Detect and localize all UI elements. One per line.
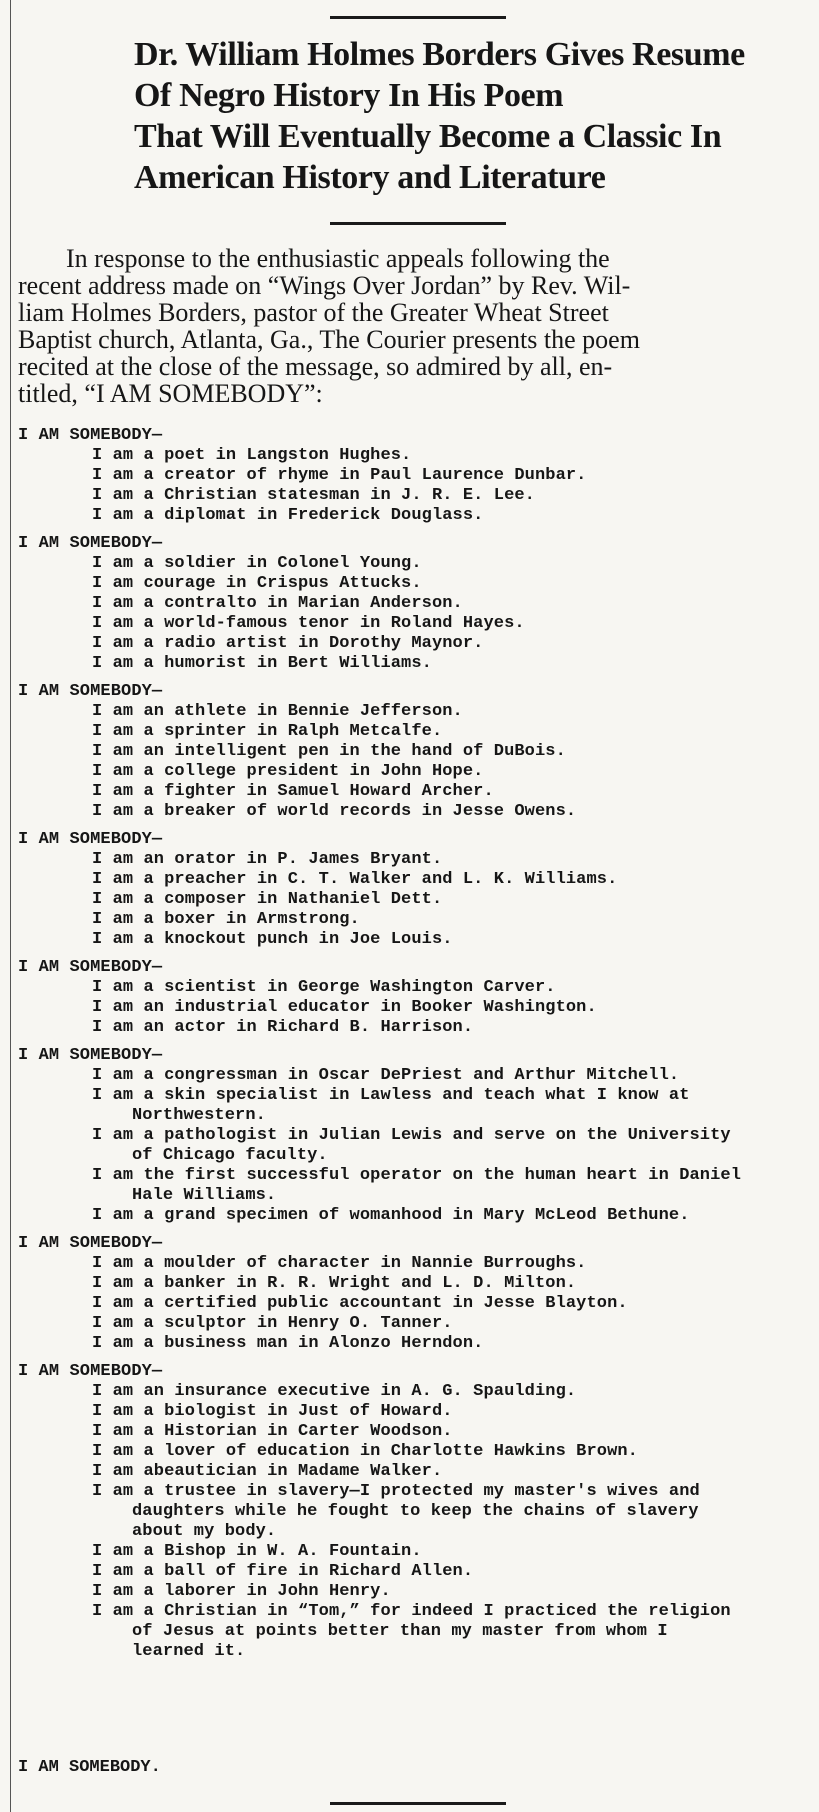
stanza-refrain: I AM SOMEBODY— [18,958,163,977]
poem-line: I am a grand specimen of womanhood in Mary McLeod Bethune. [92,1206,690,1225]
poem-line: I am an industrial educator in Booker Washington. [92,998,597,1017]
poem-line: I am a biologist in Just of Howard. [92,1402,453,1421]
poem-line: I am a Bishop in W. A. Fountain. [92,1542,422,1561]
poem-line: I am an orator in P. James Bryant. [92,850,443,869]
poem-stanza [10,682,815,822]
poem-line-continuation: about my body. [132,1522,277,1541]
headline [134,34,814,198]
poem-line: I am a composer in Nathaniel Dett. [92,890,443,909]
stanza-refrain: I AM SOMEBODY— [18,830,163,849]
poem-line: I am a business man in Alonzo Herndon. [92,1334,484,1353]
poem-line: I am a scientist in George Washington Carver. [92,978,556,997]
poem-stanza [10,830,815,950]
stanza-refrain: I AM SOMEBODY— [18,1046,163,1065]
intro-line: recent address made on “Wings Over Jordan” by Rev. Wil- [18,271,631,300]
poem-line: I am an athlete in Bennie Jefferson. [92,702,463,721]
intro-line: titled, “I AM SOMEBODY”: [18,379,323,408]
poem-line: I am an insurance executive in A. G. Spaulding. [92,1382,577,1401]
poem-closing: I AM SOMEBODY. [18,1758,161,1777]
stanza-refrain: I AM SOMEBODY— [18,1362,163,1381]
headline-line: That Will Eventually Become a Classic In [134,118,722,155]
poem-stanza [10,534,815,674]
stanza-refrain: I AM SOMEBODY— [18,426,163,445]
poem-line: I am a preacher in C. T. Walker and L. K. Williams. [92,870,618,889]
poem-line: I am abeautician in Madame Walker. [92,1462,443,1481]
poem-line: I am a soldier in Colonel Young. [92,554,422,573]
poem-line: I am an intelligent pen in the hand of DuBois. [92,742,566,761]
poem-line: I am a boxer in Armstrong. [92,910,360,929]
poem-line: I am a Christian in “Tom,” for indeed I practiced the religion [92,1602,731,1621]
poem-line: I am a world-famous tenor in Roland Hayes. [92,614,525,633]
poem-stanza [10,1234,815,1354]
poem-stanza [10,958,815,1038]
poem-line: I am a banker in R. R. Wright and L. D. Milton. [92,1274,577,1293]
poem-line: I am a humorist in Bert Williams. [92,654,432,673]
intro-line: Baptist church, Atlanta, Ga., The Courier presents the poem [18,325,640,354]
poem-line: I am a diplomat in Frederick Douglass. [92,506,484,525]
poem-line: I am a certified public accountant in Jesse Blayton. [92,1294,628,1313]
intro-line: recited at the close of the message, so admired by all, en- [18,352,613,381]
poem-line: I am a laborer in John Henry. [92,1582,391,1601]
poem-line: I am a ball of fire in Richard Allen. [92,1562,474,1581]
poem-line: I am an actor in Richard B. Harrison. [92,1018,474,1037]
poem-stanza [10,426,815,526]
bottom-rule [330,1802,506,1805]
headline-rule [330,222,506,225]
stanza-refrain: I AM SOMEBODY— [18,1234,163,1253]
poem-stanza [10,1362,815,1662]
poem-line: I am a Historian in Carter Woodson. [92,1422,453,1441]
poem-line: I am a contralto in Marian Anderson. [92,594,463,613]
poem-line: I am a radio artist in Dorothy Maynor. [92,634,484,653]
poem-line: I am a sprinter in Ralph Metcalfe. [92,722,443,741]
poem-line-continuation: learned it. [132,1642,246,1661]
poem-line-continuation: of Jesus at points better than my master from whom I [132,1622,668,1641]
top-rule [330,16,506,19]
poem-line: I am a congressman in Oscar DePriest and Arthur Mitchell. [92,1066,680,1085]
poem-line: I am a poet in Langston Hughes. [92,446,412,465]
poem-line: I am a lover of education in Charlotte Hawkins Brown. [92,1442,638,1461]
poem-line-continuation: Hale Williams. [132,1186,277,1205]
poem-line: I am a trustee in slavery—I protected my master's wives and [92,1482,700,1501]
poem-line: I am a college president in John Hope. [92,762,484,781]
poem-body [10,426,815,1670]
poem-line-continuation: of Chicago faculty. [132,1146,328,1165]
poem-line: I am a fighter in Samuel Howard Archer. [92,782,494,801]
poem-line: I am a creator of rhyme in Paul Laurence Dunbar. [92,466,587,485]
stanza-refrain: I AM SOMEBODY— [18,682,163,701]
poem-line: I am a breaker of world records in Jesse Owens. [92,802,577,821]
poem-line: I am the first successful operator on the human heart in Daniel [92,1166,742,1185]
poem-line: I am a Christian statesman in J. R. E. Lee. [92,486,535,505]
headline-line: Dr. William Holmes Borders Gives Resume [134,36,745,73]
intro-line: liam Holmes Borders, pastor of the Greater Wheat Street [18,298,609,327]
intro-line: In response to the enthusiastic appeals following the [66,244,610,273]
headline-line: Of Negro History In His Poem [134,77,564,114]
stanza-refrain: I AM SOMEBODY— [18,534,163,553]
poem-line: I am courage in Crispus Attucks. [92,574,422,593]
poem-line: I am a knockout punch in Joe Louis. [92,930,453,949]
poem-line-continuation: Northwestern. [132,1106,266,1125]
poem-line: I am a sculptor in Henry O. Tanner. [92,1314,453,1333]
intro-paragraph [18,245,816,407]
poem-line: I am a skin specialist in Lawless and teach what I know at [92,1086,690,1105]
poem-line: I am a moulder of character in Nannie Burroughs. [92,1254,587,1273]
poem-stanza [10,1046,815,1226]
poem-line: I am a pathologist in Julian Lewis and serve on the University [92,1126,731,1145]
poem-line-continuation: daughters while he fought to keep the chains of slavery [132,1502,699,1521]
headline-line: American History and Literature [134,159,606,196]
